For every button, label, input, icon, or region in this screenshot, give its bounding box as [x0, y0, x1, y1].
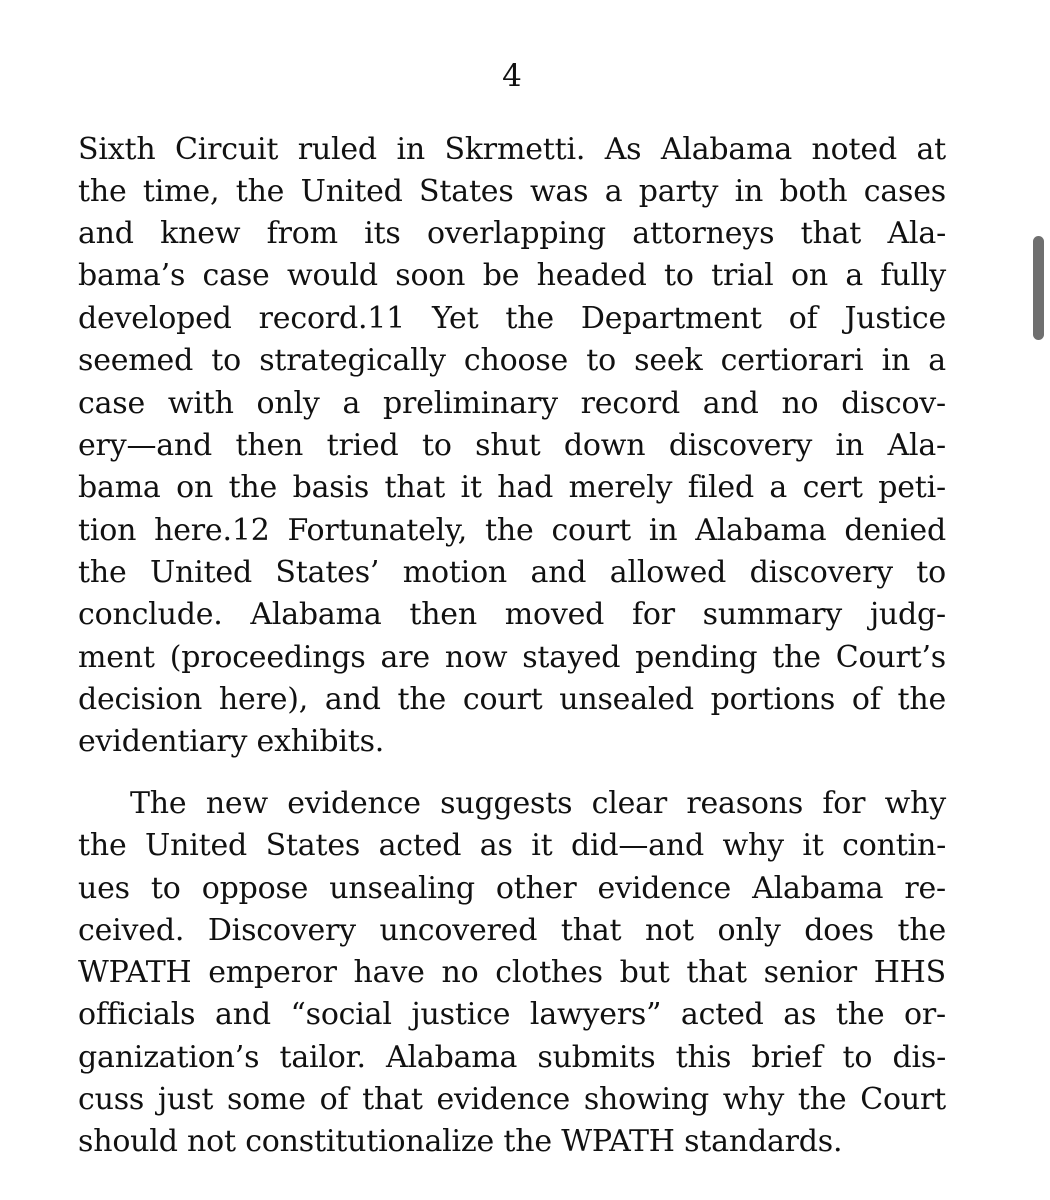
- text-line: case with only a preliminary record and no discov-: [78, 386, 946, 421]
- text-line: the United States’ motion and allowed discovery to: [78, 555, 946, 590]
- text-line: conclude. Alabama then moved for summary judg-: [78, 597, 946, 632]
- text-line: ganization’s tailor. Alabama submits this brief to dis-: [78, 1040, 946, 1075]
- text-line: ment (proceedings are now stayed pending the Court’s: [78, 640, 946, 675]
- text-line: Sixth Circuit ruled in Skrmetti. As Alabama noted at: [78, 132, 946, 167]
- text-line: bama’s case would soon be headed to trial on a fully: [78, 258, 946, 293]
- text-line: ues to oppose unsealing other evidence Alabama re-: [78, 871, 946, 906]
- text-line: developed record.11 Yet the Department of Justice: [78, 301, 946, 336]
- text-line: should not constitutionalize the WPATH standards.: [78, 1124, 843, 1159]
- text-line: decision here), and the court unsealed portions of the: [78, 682, 946, 717]
- page-number: 4: [502, 58, 522, 94]
- text-line: bama on the basis that it had merely filed a cert peti-: [78, 470, 946, 505]
- text-line: evidentiary exhibits.: [78, 724, 385, 759]
- text-line: the United States acted as it did—and why it contin-: [78, 828, 946, 863]
- text-line: The new evidence suggests clear reasons for why: [130, 786, 946, 821]
- scrollbar-thumb[interactable]: [1033, 236, 1044, 340]
- text-line: tion here.12 Fortunately, the court in Alabama denied: [78, 513, 946, 548]
- text-line: seemed to strategically choose to seek certiorari in a: [78, 343, 946, 378]
- text-line: ceived. Discovery uncovered that not only does the: [78, 913, 946, 948]
- text-line: cuss just some of that evidence showing why the Court: [78, 1082, 946, 1117]
- text-line: officials and “social justice lawyers” acted as the or-: [78, 997, 946, 1032]
- text-line: ery—and then tried to shut down discovery in Ala-: [78, 428, 946, 463]
- text-line: and knew from its overlapping attorneys that Ala-: [78, 216, 946, 251]
- text-line: the time, the United States was a party in both cases: [78, 174, 946, 209]
- text-line: WPATH emperor have no clothes but that senior HHS: [78, 955, 946, 990]
